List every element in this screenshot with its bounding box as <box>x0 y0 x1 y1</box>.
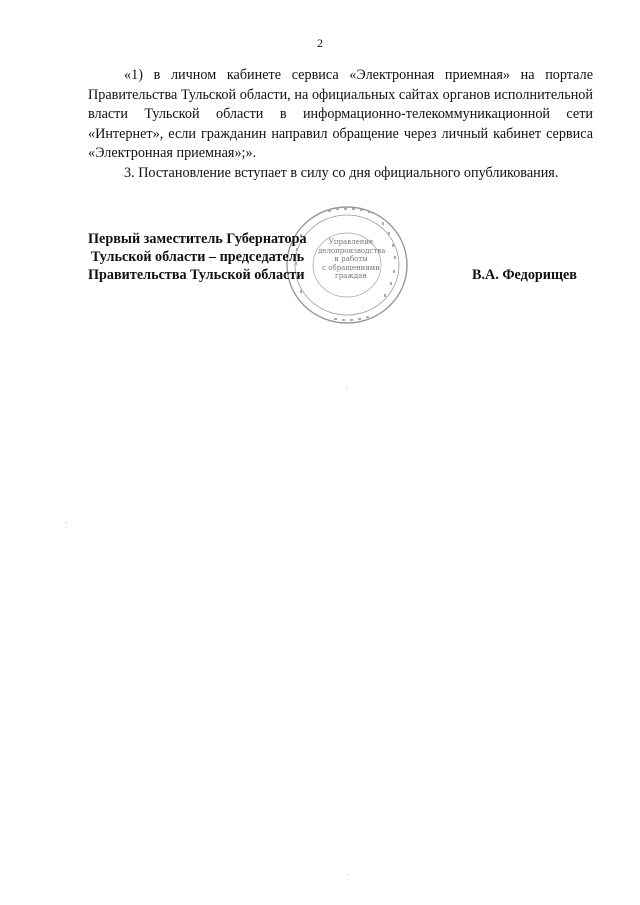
scan-speck <box>66 522 67 523</box>
paragraph-effective-date: 3. Постановление вступает в силу со дня официального опубликования. <box>124 164 559 181</box>
document-body <box>88 66 593 183</box>
signature-block <box>88 230 593 284</box>
stamp-line: делопроизводства <box>318 246 386 255</box>
signatory-title-line3: Правительства Тульской области <box>88 267 305 283</box>
signatory-name: В.А. Федорищев <box>472 267 577 283</box>
stamp-line: и работы <box>334 255 368 263</box>
page-number: 2 <box>317 36 323 50</box>
scan-speck <box>346 388 347 389</box>
signatory-title-line2: Тульской области – председатель <box>91 249 305 265</box>
signatory-title-line1: Первый заместитель Губернатора <box>88 231 307 247</box>
stamp-line: граждан <box>335 272 367 280</box>
paragraph-amendment: «1) в личном кабинете сервиса «Электронная приемная» на портале Правительства Тульской области, на официальных сайтах органов исполнительной власти Тульской области в информационно-телекоммуникационной сети «Интернет», если гражданин направил обращение через личный кабинет сервиса «Электронная приемная»;». <box>88 67 593 161</box>
stamp-line: с обращениями <box>322 263 380 272</box>
scan-speck <box>348 874 349 875</box>
stamp-line: Управление <box>328 238 374 246</box>
